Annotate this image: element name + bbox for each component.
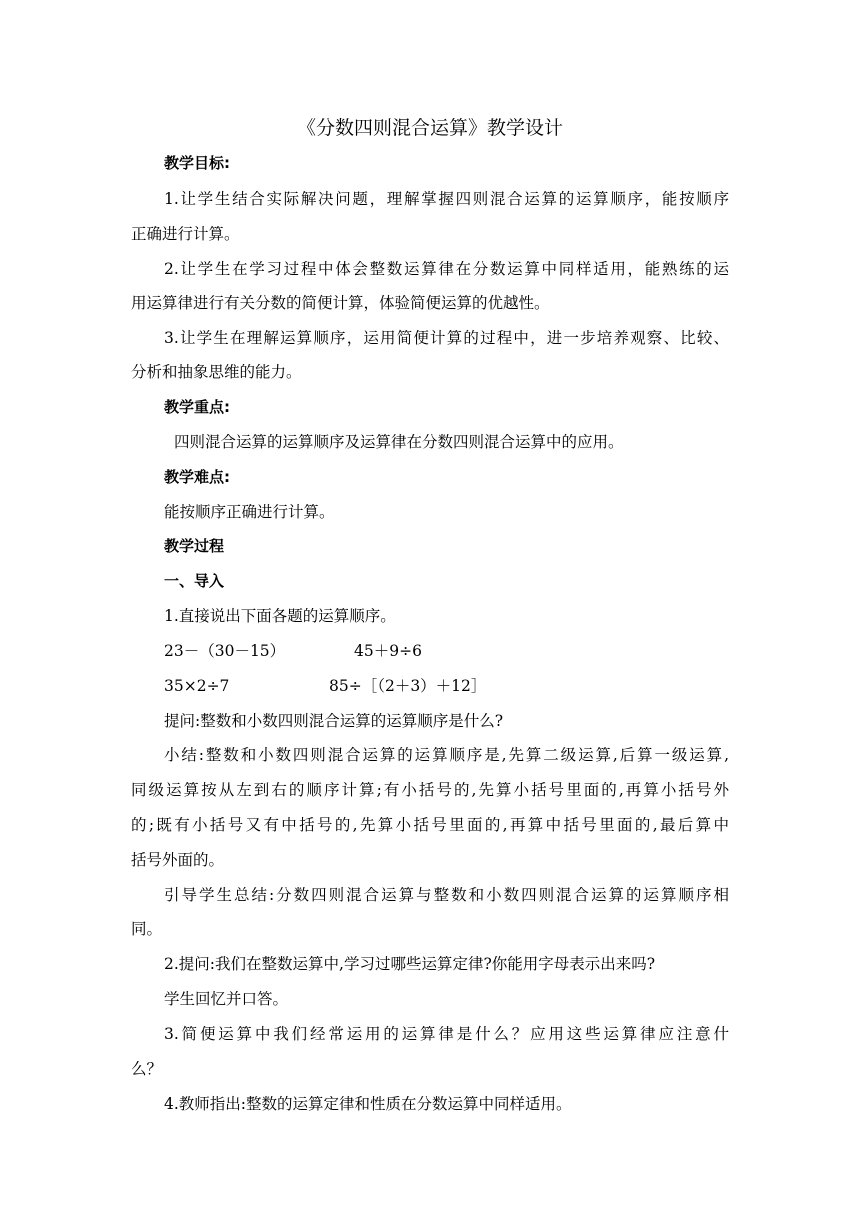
guide-line-2: 同。 bbox=[131, 920, 163, 938]
expression-1: 23－（30－15） bbox=[164, 642, 286, 660]
key-points-text: 四则混合运算的运算顺序及运算律在分数四则混合运算中的应用。 bbox=[174, 433, 624, 451]
expression-4: 85÷［（2＋3）＋12］ bbox=[329, 677, 487, 695]
item-3-line-2: 么？ bbox=[131, 1060, 163, 1078]
process-heading: 教学过程 bbox=[164, 537, 225, 555]
difficulty-text: 能按顺序正确进行计算。 bbox=[164, 503, 335, 521]
expression-2: 45＋9÷6 bbox=[354, 642, 422, 660]
objective-3-line-1: 3.让学生在理解运算顺序，运用简便计算的过程中，进一步培养观察、比较、 bbox=[164, 329, 729, 347]
key-points-heading: 教学重点: bbox=[164, 398, 230, 416]
difficulty-heading: 教学难点: bbox=[164, 468, 230, 486]
item-2: 2.提问:我们在整数运算中,学习过哪些运算定律?你能用字母表示出来吗? bbox=[164, 955, 656, 973]
objective-1-line-1: 1.让学生结合实际解决问题，理解掌握四则混合运算的运算顺序，能按顺序 bbox=[164, 190, 729, 208]
expression-3: 35×2÷7 bbox=[164, 677, 230, 695]
summary-line-3: 的;既有小括号又有中括号的,先算小括号里面的,再算中括号里面的,最后算中 bbox=[131, 816, 729, 834]
summary-line-2: 同级运算按从左到右的顺序计算;有小括号的,先算小括号里面的,再算小括号外 bbox=[131, 781, 729, 799]
document-title: 《分数四则混合运算》教学设计 bbox=[296, 117, 563, 139]
item-4: 4.教师指出:整数的运算定律和性质在分数运算中同样适用。 bbox=[164, 1095, 572, 1113]
guide-line-1: 引导学生总结:分数四则混合运算与整数和小数四则混合运算的运算顺序相 bbox=[164, 886, 729, 904]
item-3-line-1: 3.简便运算中我们经常运用的运算律是什么？应用这些运算律应注意什 bbox=[164, 1025, 729, 1043]
objective-1-line-2: 正确进行计算。 bbox=[131, 225, 240, 243]
objective-3-line-2: 分析和抽象思维的能力。 bbox=[131, 363, 302, 381]
objectives-heading: 教学目标: bbox=[164, 154, 230, 172]
summary-line-1: 小结:整数和小数四则混合运算的运算顺序是,先算二级运算,后算一级运算, bbox=[164, 746, 729, 764]
summary-line-4: 括号外面的。 bbox=[131, 851, 225, 869]
objective-2-line-2: 用运算律进行有关分数的简便计算，体验简便运算的优越性。 bbox=[131, 294, 550, 312]
student-recall: 学生回忆并口答。 bbox=[164, 990, 289, 1008]
objective-2-line-1: 2.让学生在学习过程中体会整数运算律在分数运算中同样适用，能熟练的运 bbox=[164, 260, 729, 278]
section-1-heading: 一、导入 bbox=[164, 572, 225, 590]
question-1: 提问:整数和小数四则混合运算的运算顺序是什么? bbox=[164, 712, 504, 730]
item-1: 1.直接说出下面各题的运算顺序。 bbox=[164, 607, 396, 625]
